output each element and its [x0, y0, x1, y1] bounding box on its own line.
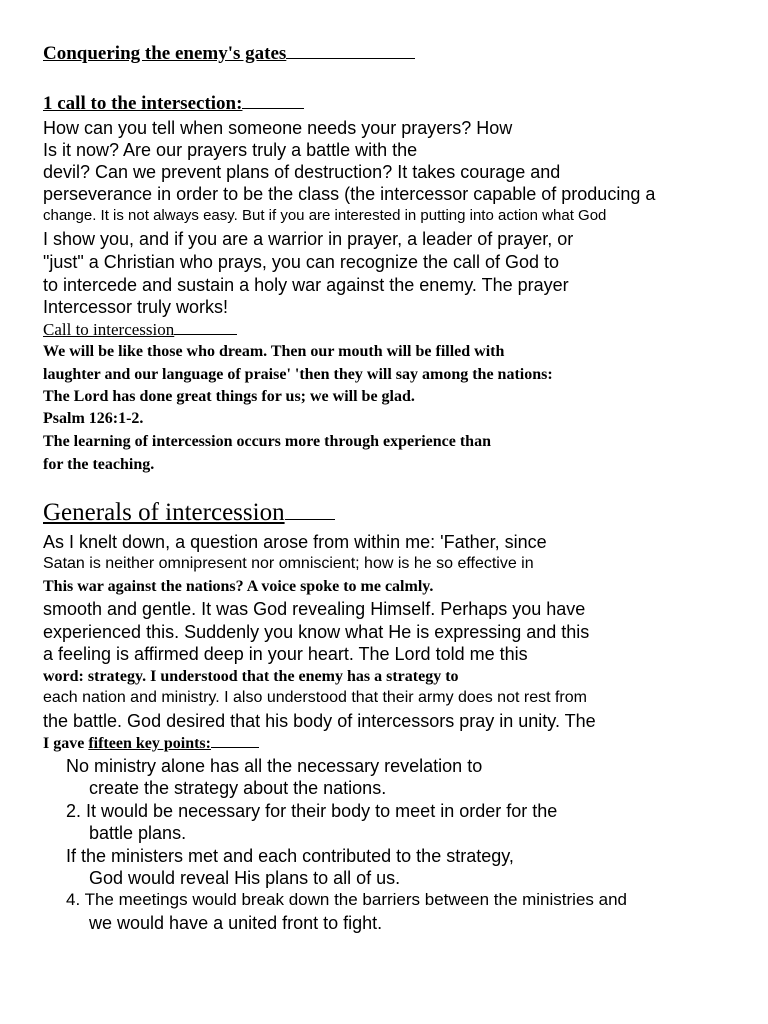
body-line: experienced this. Suddenly you know what He is expressing and this — [43, 622, 590, 642]
key-point-line: battle plans. — [89, 823, 187, 843]
body-line: Satan is neither omnipresent nor omniscient; how is he so effective in — [43, 555, 534, 572]
body-line: smooth and gentle. It was God revealing Himself. Perhaps you have — [43, 599, 586, 619]
subheading-call-to-intercession: Call to intercession — [43, 320, 237, 340]
key-point-line: If the ministers met and each contributed to the strategy, — [66, 846, 514, 866]
document-title: Conquering the enemy's gates — [43, 43, 415, 65]
paragraph-line: change. It is not always easy. But if you are interested in putting into action what God — [43, 207, 607, 224]
section-heading-call: 1 call to the intersection: — [43, 93, 304, 115]
key-point-line: No ministry alone has all the necessary revelation to — [66, 756, 483, 776]
body-line: This war against the nations? A voice spoke to me calmly. — [43, 578, 434, 595]
body-line: each nation and ministry. I also understood that their army does not rest from — [43, 689, 587, 706]
paragraph-line: "just" a Christian who prays, you can recognize the call of God to — [43, 252, 560, 272]
body-line: a feeling is affirmed deep in your heart. The Lord told me this — [43, 644, 528, 664]
paragraph-line: I show you, and if you are a warrior in prayer, a leader of prayer, or — [43, 229, 574, 249]
psalm-reference: Psalm 126:1-2. — [43, 410, 144, 427]
key-point-line: we would have a united front to fight. — [89, 913, 383, 933]
quote-line: for the teaching. — [43, 456, 155, 473]
paragraph-line: How can you tell when someone needs your prayers? How — [43, 118, 513, 138]
paragraph-line: devil? Can we prevent plans of destruction? It takes courage and — [43, 162, 561, 182]
key-point-line: God would reveal His plans to all of us. — [89, 868, 401, 888]
paragraph-line: to intercede and sustain a holy war against the enemy. The prayer — [43, 275, 569, 295]
quote-line: The Lord has done great things for us; we will be glad. — [43, 388, 415, 405]
paragraph-line: perseverance in order to be the class (the intercessor capable of producing a — [43, 184, 656, 204]
body-line: the battle. God desired that his body of intercessors pray in unity. The — [43, 711, 596, 731]
body-line: As I knelt down, a question arose from within me: 'Father, since — [43, 532, 547, 552]
quote-line: The learning of intercession occurs more through experience than — [43, 433, 491, 450]
points-intro: I gave fifteen key points: — [43, 735, 259, 753]
quote-line: We will be like those who dream. Then our mouth will be filled with — [43, 343, 505, 360]
key-point-line: 2. It would be necessary for their body to meet in order for the — [66, 801, 558, 821]
key-point-line: 4. The meetings would break down the barriers between the ministries and — [66, 890, 627, 909]
key-point-line: create the strategy about the nations. — [89, 778, 387, 798]
paragraph-line: Intercessor truly works! — [43, 297, 229, 317]
quote-line: laughter and our language of praise' 'then they will say among the nations: — [43, 366, 553, 383]
section-heading-generals: Generals of intercession — [43, 499, 335, 527]
paragraph-line: Is it now? Are our prayers truly a battle with the — [43, 140, 418, 160]
body-line: word: strategy. I understood that the enemy has a strategy to — [43, 668, 459, 685]
